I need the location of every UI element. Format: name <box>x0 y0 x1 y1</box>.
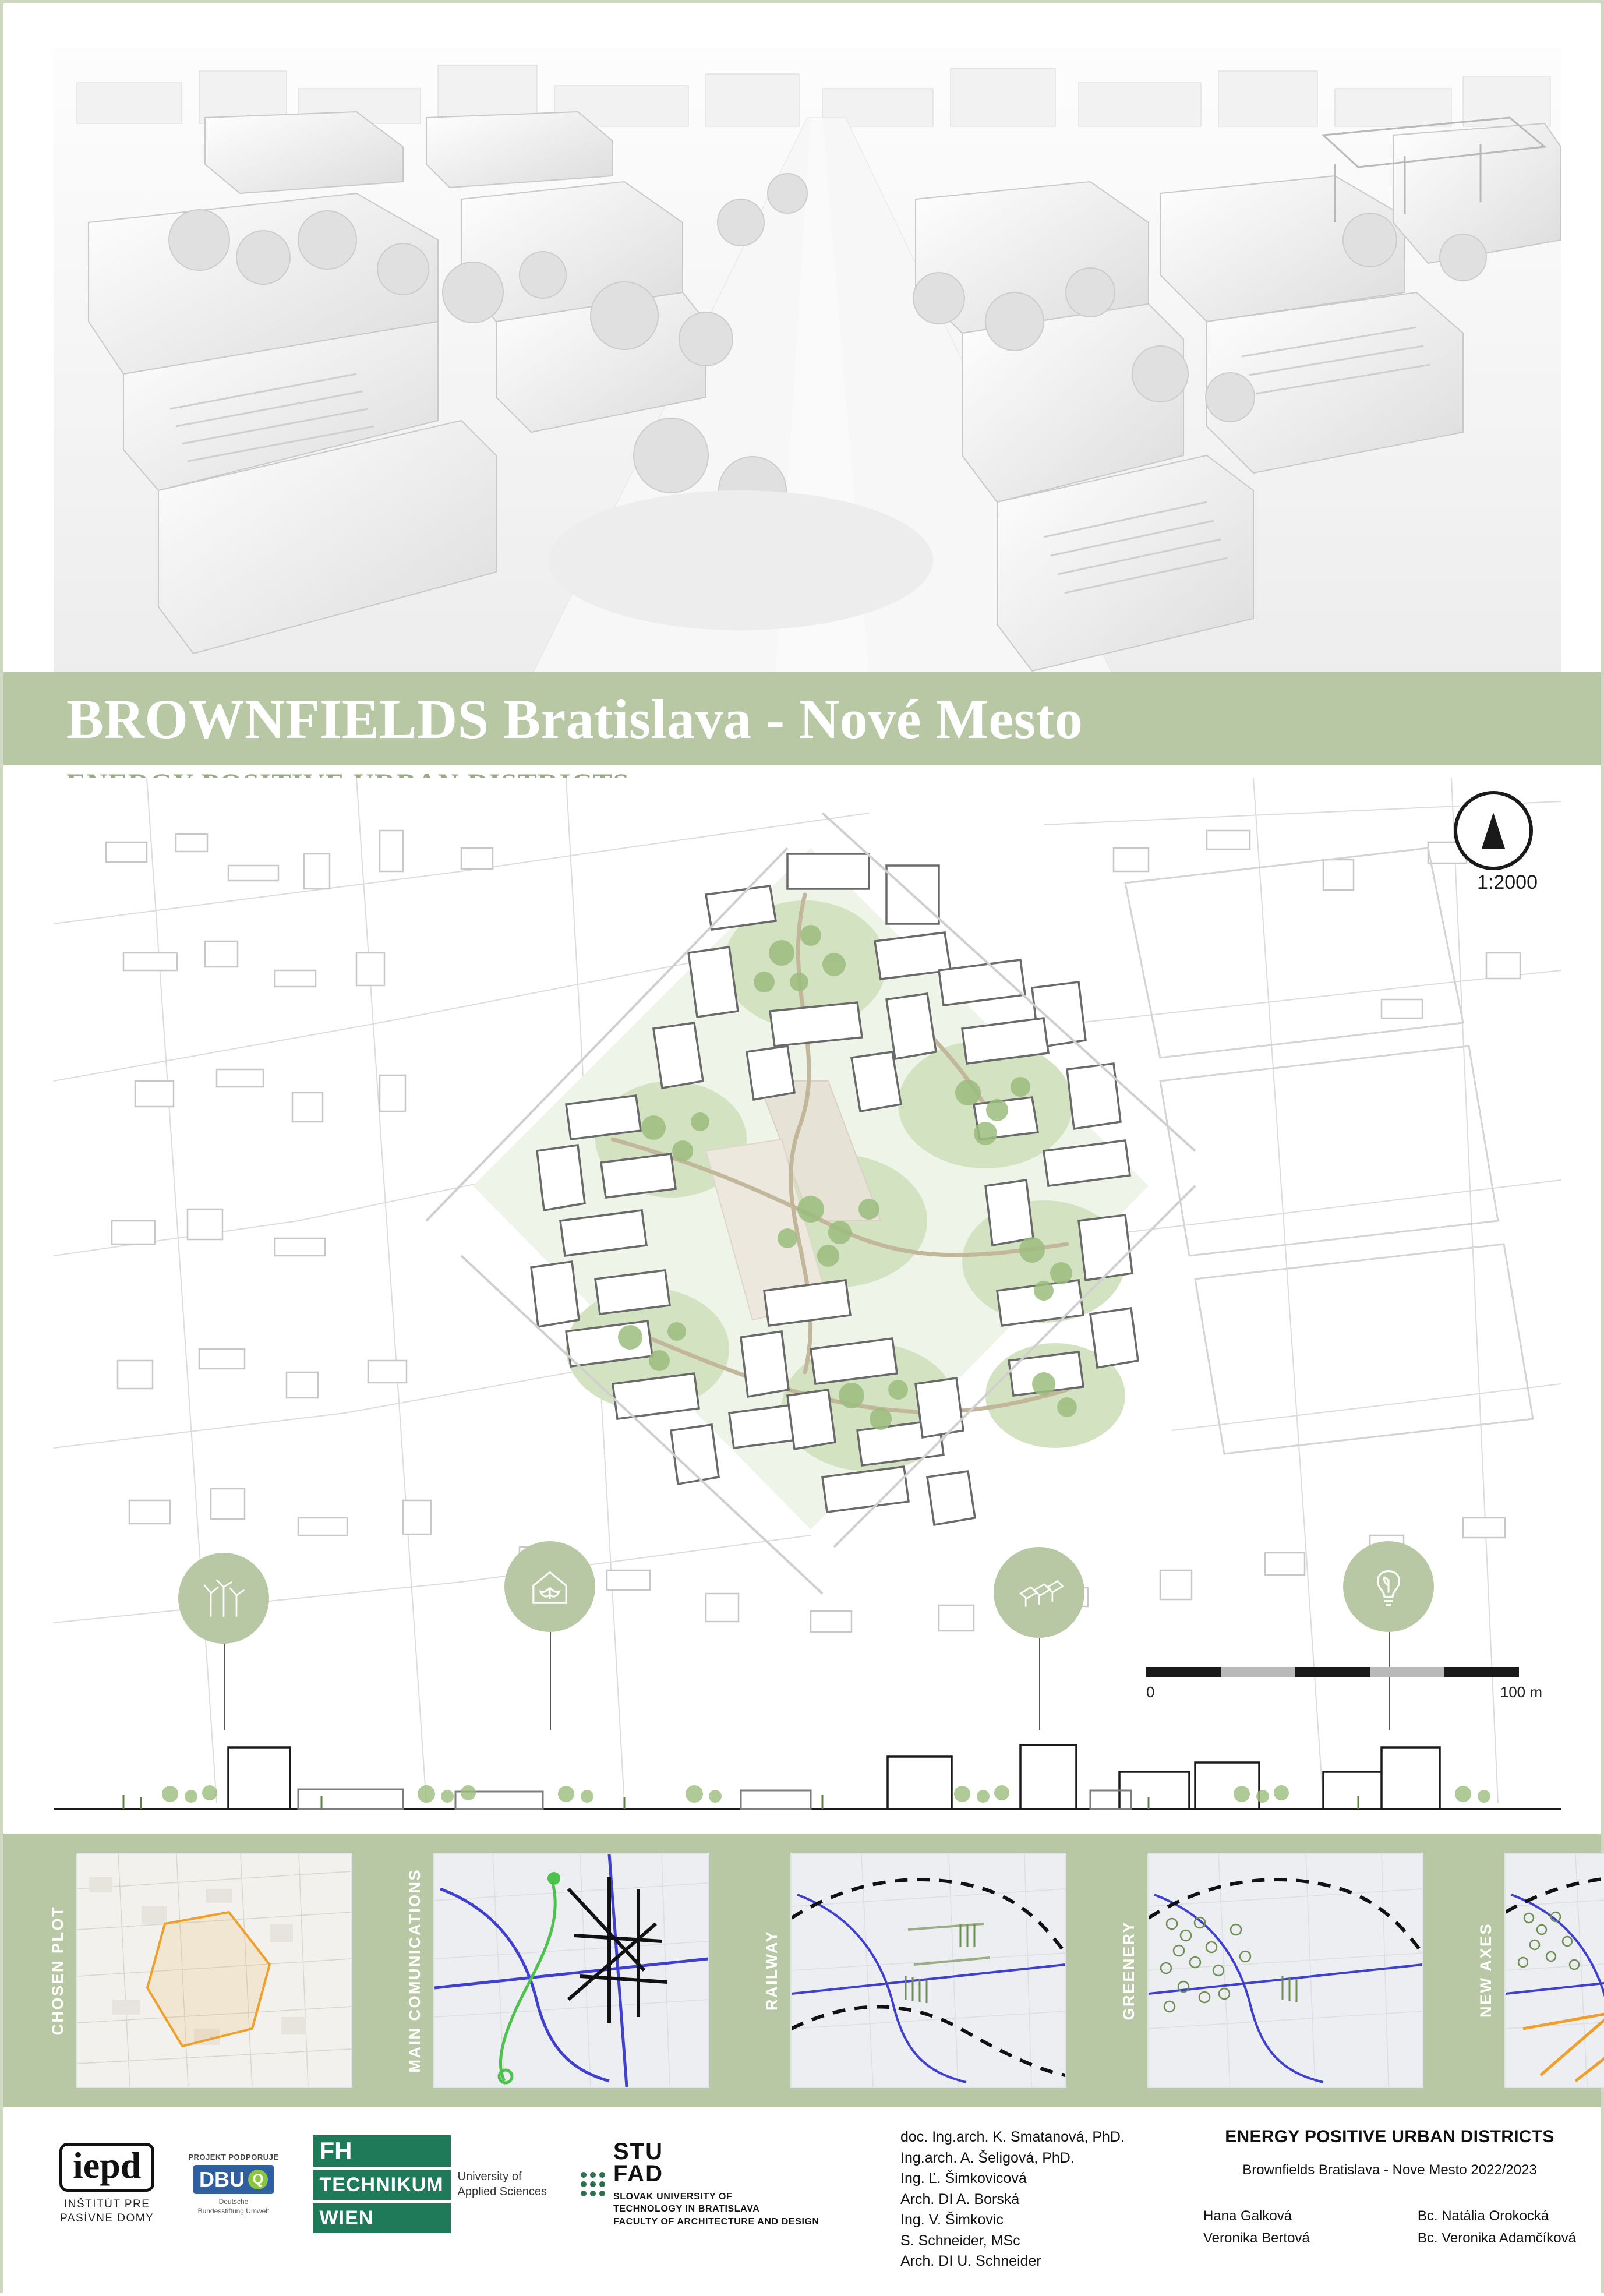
analysis-map-chosen-plot <box>76 1853 352 2088</box>
fh-logo-fh: FH <box>313 2135 451 2167</box>
dbu-logo-small2: Bundesstiftung Umwelt <box>197 2206 270 2215</box>
passive-house-icon <box>504 1541 595 1632</box>
student-names <box>1203 2205 1576 2250</box>
scale-bar-labels <box>1146 1683 1542 1701</box>
fh-logo-uas2: Applied Sciences <box>457 2185 547 2198</box>
solar-panels-icon <box>994 1547 1084 1638</box>
analysis-label-railway: RAILWAY <box>763 1930 780 2011</box>
analysis-item-chosen-plot <box>40 1834 352 2107</box>
fh-logo-technikum: TECHNIKUM <box>313 2170 451 2200</box>
analysis-label-greenery: GREENERY <box>1120 1920 1137 2021</box>
analysis-map-main-communications <box>433 1853 709 2088</box>
solar-panels-glyph <box>1013 1567 1065 1618</box>
student-name: Veronika Bertová <box>1203 2230 1310 2246</box>
analysis-label-chosen-plot: CHOSEN PLOT <box>49 1905 66 2036</box>
tutor-name: S. Schneider, MSc <box>900 2232 1020 2249</box>
footer <box>3 2112 1601 2296</box>
student-names-right <box>1418 2205 1576 2250</box>
dbu-logo <box>188 2153 278 2216</box>
dbu-logo-leaf-icon: Q <box>248 2170 268 2189</box>
tutors-list <box>900 2127 1125 2272</box>
scale-bar-start: 0 <box>1146 1683 1155 1701</box>
scale-bar-end: 100 m <box>1500 1683 1542 1701</box>
tutor-name: Arch. DI U. Schneider <box>900 2253 1041 2269</box>
fh-logo-uas1: University of <box>457 2170 522 2183</box>
analysis-label-main-communications: MAIN COMUNICATIONS <box>406 1868 423 2073</box>
new-axes-map <box>1506 1854 1604 2087</box>
dbu-logo-top: PROJEKT PODPORUJE <box>188 2152 279 2161</box>
north-needle <box>1482 813 1505 849</box>
fh-logo-wien: WIEN <box>313 2203 451 2233</box>
student-name: Bc. Natália Orokocká <box>1417 2208 1549 2224</box>
greenery-map <box>1149 1854 1422 2087</box>
analysis-item-main-communications <box>397 1834 709 2107</box>
railway-map <box>792 1854 1065 2087</box>
masterplan-illustration <box>54 778 1561 1803</box>
tutor-name: Arch. DI A. Borská <box>900 2191 1020 2207</box>
stu-logo-dots-icon <box>581 2172 605 2196</box>
iepd-logo-line1: INŠTITÚT PRE <box>63 2198 150 2211</box>
green-energy-bulb-glyph <box>1363 1561 1414 1612</box>
stu-fad-logo <box>581 2140 819 2228</box>
analysis-item-railway <box>754 1834 1066 2107</box>
tutor-name: Ing.arch. A. Šeligová, PhD. <box>900 2149 1075 2166</box>
stu-logo-stu: STU <box>613 2138 663 2164</box>
urban-section <box>54 1722 1561 1827</box>
scale-text: 1:2000 <box>1477 871 1538 893</box>
masterplan-drawing <box>54 778 1561 1803</box>
stu-logo-fad: FAD <box>613 2160 663 2187</box>
render-illustration <box>54 48 1561 677</box>
dbu-logo-small1: Deutsche <box>218 2197 249 2206</box>
passive-house-glyph <box>524 1561 575 1612</box>
tutor-name: Ing. Ľ. Šimkovicová <box>900 2170 1027 2187</box>
student-names-left <box>1203 2205 1310 2250</box>
chosen-plot-map <box>77 1854 351 2087</box>
leader-line-wind <box>224 1644 225 1730</box>
section-illustration <box>54 1722 1561 1827</box>
scale-bar-segments <box>1146 1667 1519 1677</box>
iepd-logo-line2: PASÍVNE DOMY <box>60 2212 154 2224</box>
iepd-logo-mark: iepd <box>59 2143 154 2192</box>
stu-logo-small2: TECHNOLOGY IN BRATISLAVA <box>613 2204 760 2214</box>
analysis-map-new-axes <box>1504 1853 1604 2088</box>
dbu-logo-text: DBU <box>199 2167 245 2191</box>
page-title: BROWNFIELDS Bratislava - Nové Mesto <box>66 687 1083 750</box>
north-arrow-icon <box>1454 791 1533 870</box>
student-name: Bc. Veronika Adamčíková <box>1417 2230 1576 2246</box>
analysis-map-railway <box>790 1853 1066 2088</box>
iepd-logo <box>59 2143 154 2226</box>
analysis-item-new-axes <box>1468 1834 1604 2107</box>
analysis-item-greenery <box>1111 1834 1423 2107</box>
dbu-logo-mark <box>193 2165 274 2194</box>
perspective-render <box>54 48 1561 677</box>
stu-logo-small3: FACULTY OF ARCHITECTURE AND DESIGN <box>613 2216 819 2227</box>
footer-logos <box>59 2135 819 2233</box>
credits-heading: ENERGY POSITIVE URBAN DISTRICTS <box>1225 2127 1554 2146</box>
wind-turbines-glyph <box>198 1573 249 1624</box>
credits-block <box>1203 2127 1576 2250</box>
student-name: Hana Galková <box>1203 2208 1292 2224</box>
tutor-name: Ing. V. Šimkovic <box>900 2212 1004 2228</box>
fh-technikum-wien-logo <box>313 2135 547 2233</box>
wind-turbines-icon <box>178 1553 269 1644</box>
title-band <box>3 672 1601 765</box>
analysis-band <box>3 1834 1601 2107</box>
green-energy-bulb-icon <box>1343 1541 1434 1632</box>
stu-logo-small1: SLOVAK UNIVERSITY OF <box>613 2191 733 2202</box>
leader-line-solar <box>1039 1638 1040 1730</box>
main-communications-map <box>434 1854 708 2087</box>
analysis-map-greenery <box>1147 1853 1423 2088</box>
leader-line-house <box>550 1632 551 1730</box>
analysis-label-new-axes: NEW AXES <box>1477 1923 1495 2018</box>
credits-subheading: Brownfields Bratislava - Nove Mesto 2022/2023 <box>1242 2162 1537 2178</box>
tutor-name: doc. Ing.arch. K. Smatanová, PhD. <box>900 2129 1125 2145</box>
scale-bar <box>1146 1667 1542 1701</box>
